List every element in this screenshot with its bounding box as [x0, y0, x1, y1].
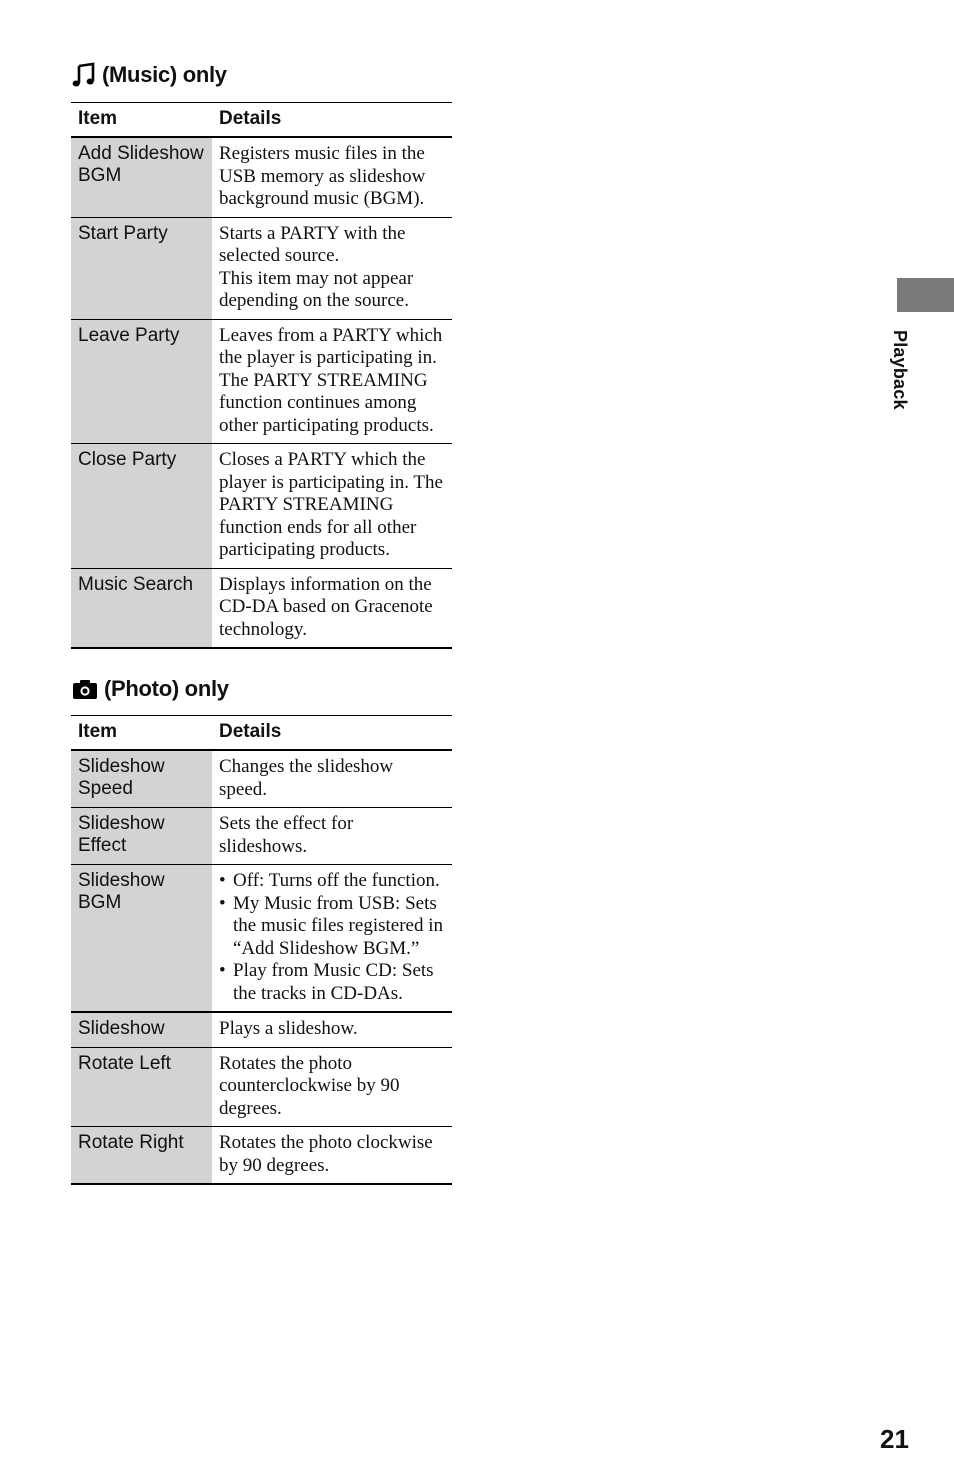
- row-item: Music Search: [71, 568, 212, 648]
- row-details: [212, 217, 452, 319]
- camera-icon: [72, 678, 98, 700]
- row-item: Close Party: [71, 444, 212, 569]
- table-row: [71, 1012, 452, 1047]
- photo-section-title: [72, 676, 229, 702]
- row-details: Leaves from a PARTY which the player is participating in. The PARTY STREAMING function continues among other participating products.: [212, 319, 452, 444]
- photo-title-text: (Photo) only: [104, 676, 229, 701]
- row-item: Start Party: [71, 217, 212, 319]
- list-item: • Off: Turns off the function.: [219, 870, 445, 893]
- table-header-row: [71, 716, 452, 751]
- row-item: Leave Party: [71, 319, 212, 444]
- table-row: [71, 217, 452, 319]
- chapter-label-text: Playback: [890, 330, 910, 410]
- table-row: [71, 568, 452, 648]
- row-details: Rotates the photo counterclockwise by 90 degrees.: [212, 1047, 452, 1127]
- row-details: [212, 865, 452, 1013]
- chapter-tab-label: [880, 330, 940, 410]
- list-item: • Play from Music CD: Sets the tracks in CD-DAs.: [219, 960, 445, 1005]
- row-details: Displays information on the CD-DA based on Gracenote technology.: [212, 568, 452, 648]
- table-row: [71, 865, 452, 1013]
- row-item: Rotate Left: [71, 1047, 212, 1127]
- table-row: [71, 444, 452, 569]
- table-row: [71, 1047, 452, 1127]
- header-item: Item: [71, 103, 212, 138]
- row-details: Rotates the photo clockwise by 90 degrees.: [212, 1127, 452, 1185]
- row-details: Closes a PARTY which the player is participating in. The PARTY STREAMING function ends for all other participating products.: [212, 444, 452, 569]
- row-item: Add Slideshow BGM: [71, 137, 212, 217]
- details-line: Starts a PARTY with the selected source.: [219, 222, 406, 266]
- music-note-icon: [72, 62, 96, 88]
- row-details: Sets the effect for slideshows.: [212, 808, 452, 865]
- table-row: [71, 319, 452, 444]
- table-row: [71, 137, 452, 217]
- header-item: Item: [71, 716, 212, 751]
- row-item: Slideshow: [71, 1012, 212, 1047]
- row-item: Slideshow BGM: [71, 865, 212, 1013]
- music-section-title: [72, 62, 227, 88]
- header-details: Details: [212, 716, 452, 751]
- list-item: • My Music from USB: Sets the music files registered in “Add Slideshow BGM.”: [219, 893, 445, 961]
- row-item: Slideshow Effect: [71, 808, 212, 865]
- page-number: 21: [880, 1424, 909, 1454]
- row-item: Slideshow Speed: [71, 750, 212, 808]
- chapter-tab-marker: [897, 278, 954, 312]
- header-details: Details: [212, 103, 452, 138]
- music-title-text: (Music) only: [102, 62, 227, 87]
- music-table: [71, 102, 452, 649]
- details-note: This item may not appear depending on the source.: [219, 267, 414, 311]
- bullet-list: [219, 870, 445, 1005]
- table-row: [71, 750, 452, 808]
- row-details: Registers music files in the USB memory as slideshow background music (BGM).: [212, 137, 452, 217]
- row-details: Plays a slideshow.: [212, 1012, 452, 1047]
- table-row: [71, 1127, 452, 1185]
- row-details: Changes the slideshow speed.: [212, 750, 452, 808]
- table-header-row: [71, 103, 452, 138]
- table-row: [71, 808, 452, 865]
- photo-table: [71, 715, 452, 1185]
- row-item: Rotate Right: [71, 1127, 212, 1185]
